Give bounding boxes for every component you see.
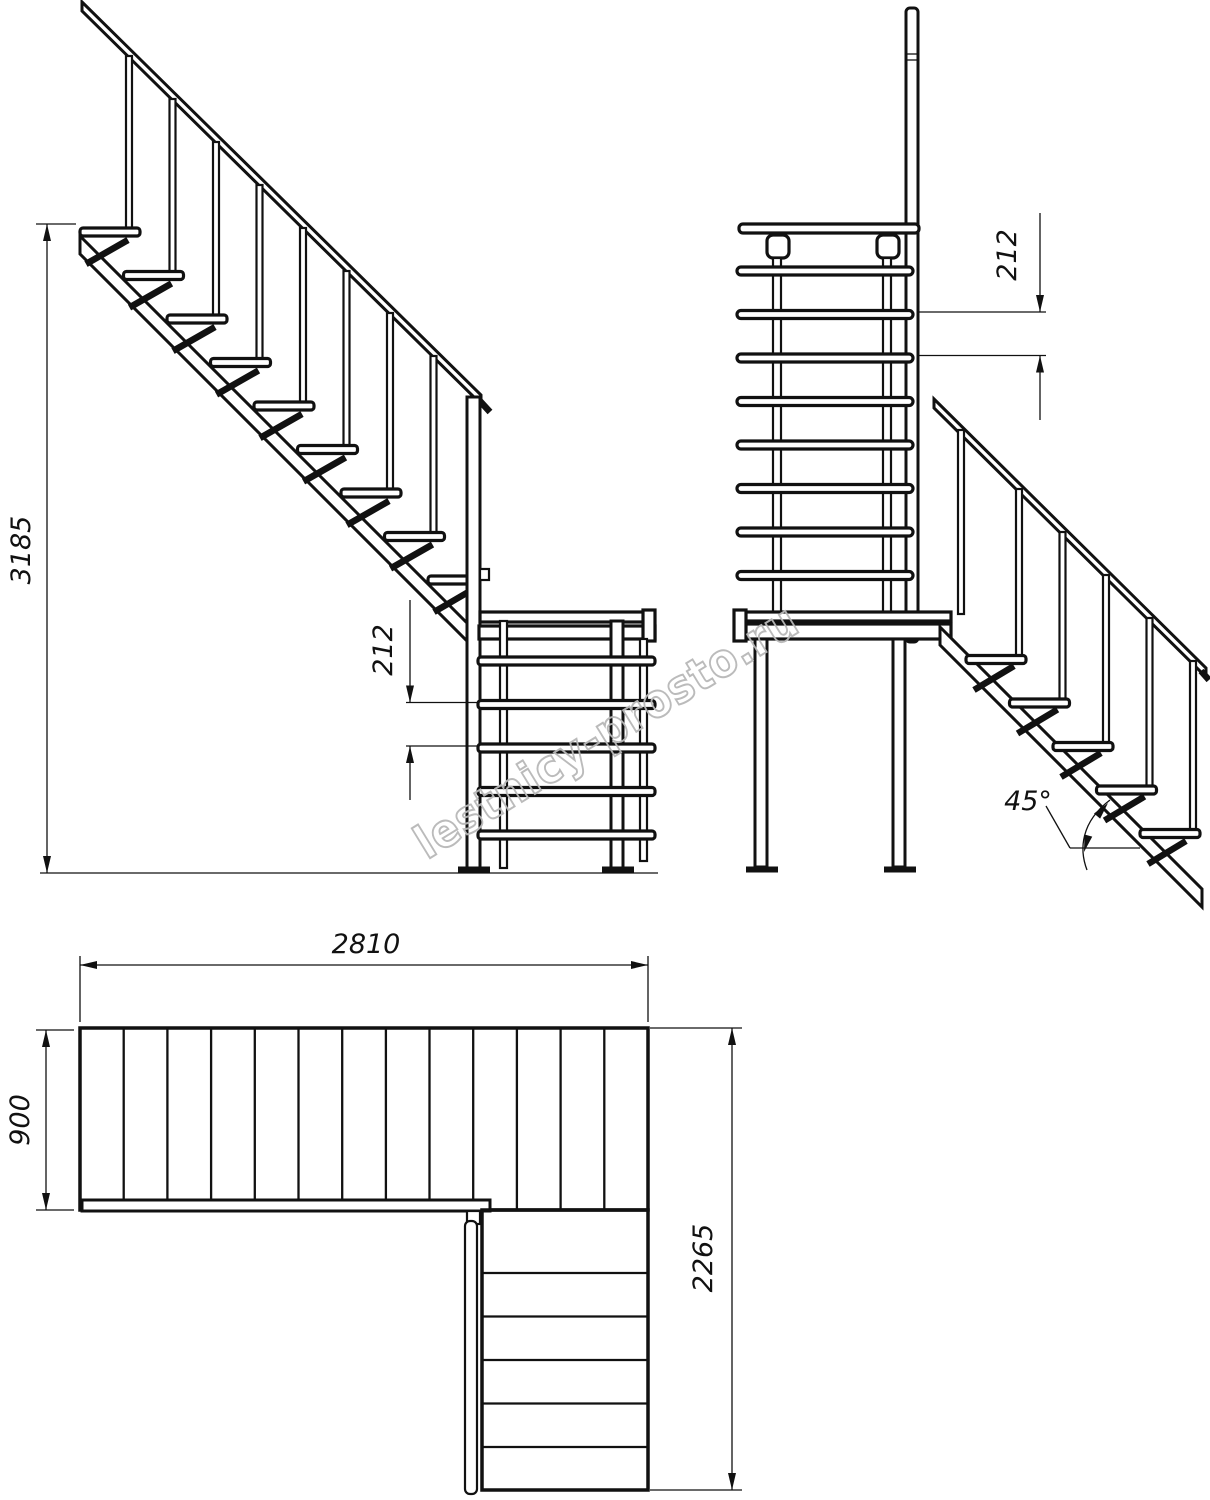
plan-lower-treads [482,1273,648,1447]
dim-plan-width [80,929,648,1022]
dim-total-height-label: 3185 [6,515,37,585]
plan-stringer-side [465,1221,477,1494]
dim-plan-depth-label: 900 [5,1094,36,1146]
baluster-block-2 [877,235,899,258]
stringer [80,236,473,647]
dim-plan-depth [5,1030,74,1210]
balusters [126,56,437,537]
dim-step-rise-right [918,213,1046,420]
dim-angle-label: 45° [1004,786,1052,817]
plan-stringer-top [82,1200,490,1211]
tread-struts [86,240,470,612]
handrail-2 [934,399,1206,677]
dim-step-rise-left-label: 212 [368,624,399,676]
dim-plan-length-label: 2265 [688,1223,719,1293]
plan-upper-treads [124,1028,605,1210]
watermark: lestnicy-prosto.ru [404,572,843,870]
dim-plan-width-label: 2810 [331,929,401,960]
platform-end-cap [643,610,655,641]
dim-step-rise-right-label: 212 [992,229,1023,281]
dim-angle [1004,786,1140,870]
rail-stub [480,569,489,580]
platform-guard-rail [739,224,919,233]
front-elevation-view [734,8,1209,907]
stringer-2 [940,627,1202,907]
plan-upper-flight [80,1028,648,1210]
lower-flight-side [934,399,1209,907]
platform-leg-1 [755,639,767,867]
dim-plan-length [650,1028,742,1490]
plan-view [5,929,742,1494]
treads [80,228,472,584]
dim-total-height [6,224,76,873]
platform-leg-2 [893,639,905,867]
baluster-block-1 [767,235,789,258]
newel-post-tall [906,8,918,642]
handrail [82,2,481,404]
